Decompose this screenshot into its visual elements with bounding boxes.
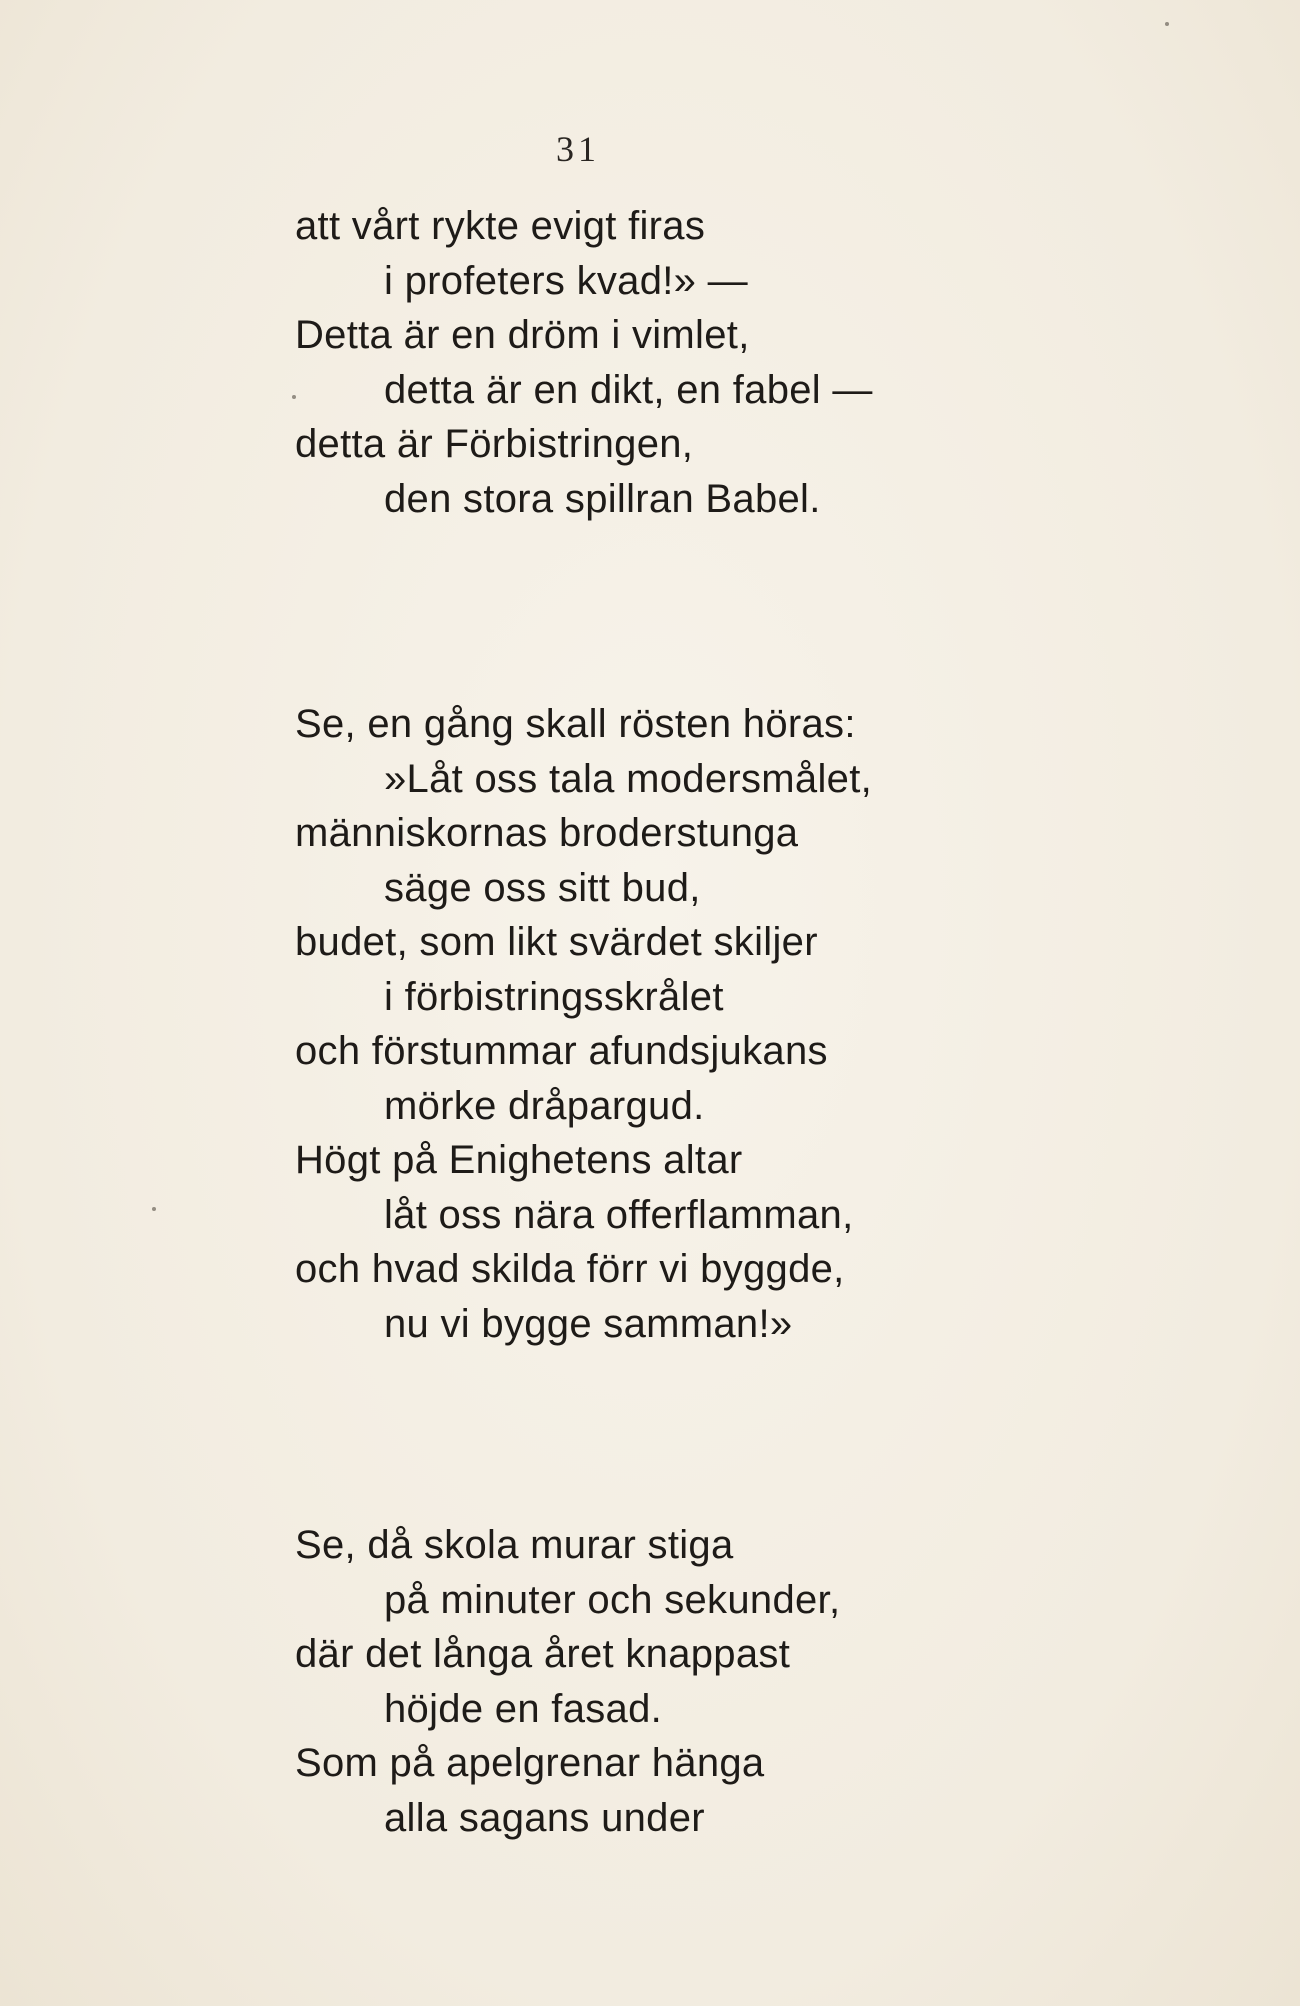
verse-line: höjde en fasad. — [384, 1686, 663, 1731]
verse-line: detta är Förbistringen, — [295, 422, 694, 466]
stanza-2 — [295, 697, 872, 1351]
verse-line: »Låt oss tala modersmålet, — [384, 756, 873, 801]
paper-speck — [152, 1207, 156, 1211]
verse-line: på minuter och sekunder, — [384, 1577, 841, 1622]
paper-speck — [292, 395, 296, 399]
verse-line: budet, som likt svärdet skiljer — [295, 920, 818, 964]
stanza-3 — [295, 1518, 840, 1845]
verse-line: den stora spillran Babel. — [384, 476, 821, 521]
verse-line: nu vi bygge samman!» — [384, 1301, 793, 1346]
verse-line: där det långa året knappast — [295, 1632, 791, 1676]
verse-line: i förbistringsskrålet — [384, 974, 724, 1019]
verse-line: och förstummar afundsjukans — [295, 1029, 828, 1073]
verse-line: låt oss nära offerflamman, — [384, 1192, 854, 1237]
verse-line: människornas broderstunga — [295, 811, 799, 855]
verse-line: Högt på Enighetens altar — [295, 1138, 743, 1182]
verse-line: mörke dråpargud. — [384, 1083, 705, 1128]
stanza-1 — [295, 199, 873, 526]
verse-line: att vårt rykte evigt firas — [295, 204, 706, 248]
verse-line: Se, då skola murar stiga — [295, 1523, 734, 1567]
verse-line: i profeters kvad!» — — [384, 258, 748, 303]
verse-line: säge oss sitt bud, — [384, 865, 701, 910]
verse-line: Detta är en dröm i vimlet, — [295, 313, 750, 357]
verse-line: alla sagans under — [384, 1795, 705, 1840]
paper-speck — [1165, 22, 1169, 26]
verse-line: Som på apelgrenar hänga — [295, 1741, 765, 1785]
verse-line: Se, en gång skall rösten höras: — [295, 702, 856, 746]
page-number: 31 — [556, 129, 600, 169]
verse-line: och hvad skilda förr vi byggde, — [295, 1247, 845, 1291]
verse-line: detta är en dikt, en fabel — — [384, 367, 873, 412]
